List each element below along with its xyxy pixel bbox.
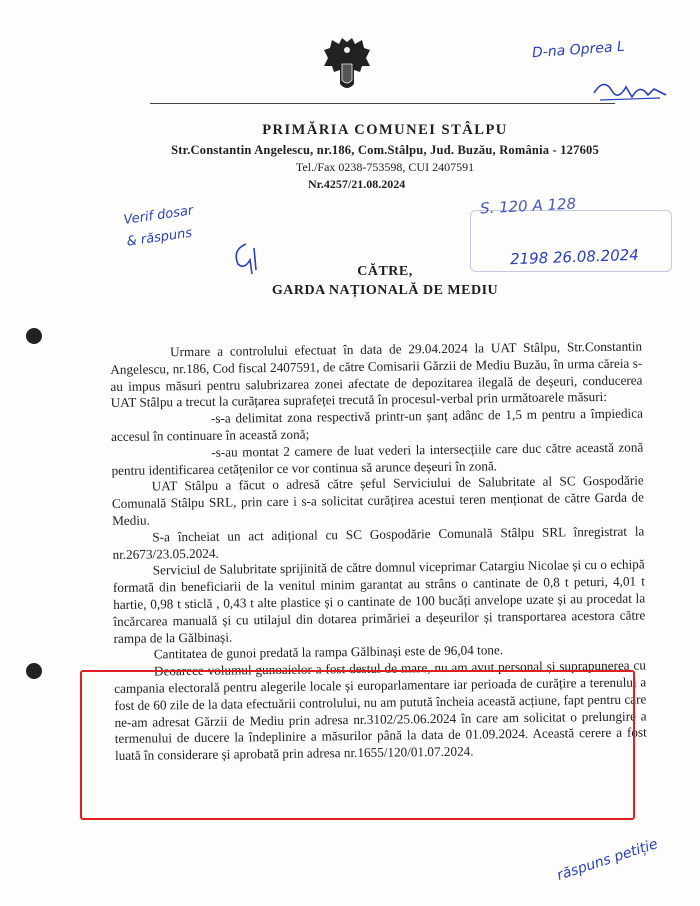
handwritten-registry-number: S. 120 A 128 [479, 194, 577, 218]
signature-icon [590, 75, 670, 105]
left-note-line-2: & răspuns [125, 225, 194, 250]
institution-title: PRIMĂRIA COMUNEI STÂLPU [262, 122, 508, 138]
paragraph-measure-1: -s-a delimitat zona respectivă printr-un șanț adânc de 1,5 m pentru a împiedica accesul în continuare în această zonă; [111, 405, 643, 444]
paragraph-salubritate: UAT Stâlpu a făcut o adresă către șeful Serviciului de Salubritate al SC Gospodărie Comunală Stâlpu SRL, prin care i s-a solicitat curățirea acestui teren menționat de către Garda de Mediu. [111, 472, 644, 528]
recipient-name: GARDA NAȚIONALĂ DE MEDIU [271, 283, 499, 298]
handwritten-registry-date: 2198 26.08.2024 [509, 245, 640, 269]
header-rule [150, 103, 615, 104]
paragraph-control: Urmare a controlului efectuat în data de 29.04.2024 la UAT Stâlpu, Str.Constantin Angelescu, nr.186, Cod fiscal 2407591, de către Comisarii Gărzii de Mediu Buzău, în urma căreia s-au impus măsuri pentru salubrizarea zonei afectate de depozitarea ilegală de deșeuri, conducerea UAT Stâlpu a trecut la curățarea suprafeței trecută în procesul-verbal prin următoarele măsuri: [110, 338, 643, 411]
paragraph-quantity: Cantitatea de gunoi predată la rampa Gălbinași este de 96,04 tone. [153, 642, 504, 662]
punch-hole [26, 328, 42, 344]
handwritten-left-note [122, 200, 198, 253]
institution-address: Str.Constantin Angelescu, nr.186, Com.Stâlpu, Jud. Buzău, România - 127605 [171, 143, 599, 157]
punch-hole [26, 663, 42, 679]
left-note-line-1: Verif dosar [122, 203, 195, 228]
paragraph-act-aditional: S-a încheiat un act adițional cu SC Gospodărie Comunală Stâlpu SRL înregistrat la nr.2673/23.05.2024. [112, 523, 645, 562]
paragraph-extension: Deoarece volumul gunoaielor a fost destul de mare, nu am avut personal și suprapunerea cu campania electorală pentru alegerile locale și europarlamentare iar perioada de curățire a terenului a fost de 60 zile de la data efectuării controlului, nu am putută încheia această acțiune, fapt pentru care ne-am adresat Gărzii de Mediu prin adresa nr.3102/25.06.2024 în care am solicitat o prelungire a termenului de ducere la îndeplinire a măsurilor până la data de 01.09.2024. Această cerere a fost luată în considerare și aprobată prin adresa nr.1655/120/01.07.2024. [114, 657, 647, 764]
document-number: Nr.4257/21.08.2024 [308, 177, 406, 191]
paragraph-collection: Serviciul de Salubritate sprijinită de către domnul viceprimar Catargiu Nicolae și cu o echipă formată din beneficiarii de la venitul minim garantat au strâns o cantinate de 0,8 t peturi, 4,01 t hartie, 0,98 t sticlă , 0,43 t alte plastice și o cantinate de 100 bucăți anvelope uzate și au procedat la încărcarea manuală și cu utilajul din dotarea primăriei a deșeurilor și transportarea acestora către rampa de la Gălbinași. [112, 556, 646, 646]
institution-contact: Tel./Fax 0238-753598, CUI 2407591 [295, 160, 475, 174]
recipient-heading: CĂTRE, [357, 264, 413, 279]
coat-of-arms-icon [322, 36, 372, 92]
highlight-box [80, 670, 635, 820]
handwritten-bottom-note: răspuns petiție [555, 836, 660, 884]
handwritten-assignee: D-na Oprea L [531, 38, 626, 62]
paragraph-measure-2: -s-au montat 2 camere de luat vederi la intersecțiile care duc către această zonă pentru identificarea cetățenilor ce vor continua să arunce deșeuri în zonă. [111, 439, 644, 478]
